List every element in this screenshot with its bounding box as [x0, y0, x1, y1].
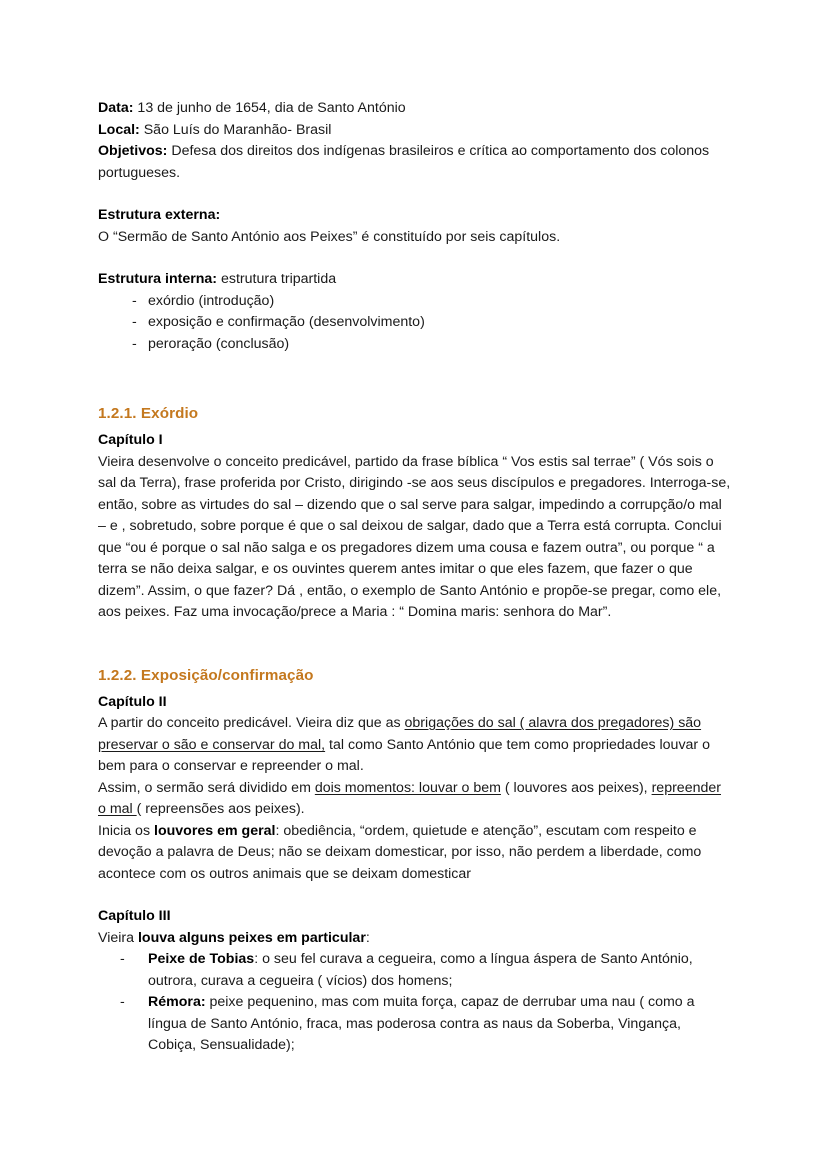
exposicao-paragraph-3: [98, 821, 732, 886]
metadata-date-value: 13 de junho de 1654, dia de Santo António: [133, 100, 406, 116]
metadata-date: [98, 98, 732, 120]
fish-name-tobias: Peixe de Tobias: [148, 951, 255, 967]
metadata-place-value: São Luís do Maranhão- Brasil: [139, 121, 332, 138]
metadata-date-label: Data:: [98, 100, 134, 116]
fish-list: [98, 949, 732, 1057]
text-fragment: Assim, o sermão será dividido em: [98, 779, 315, 796]
spacer: [98, 885, 732, 906]
text-fragment: : obediência, “ordem, quietude e atenção”, escutam com respeito e devoção a palavra de Deus; não se deixam domesticar, por isso, não perdem a liberdade, como acontece com os outros animais que se deixam domesticar: [98, 822, 702, 882]
list-item: - exposição e confirmação (desenvolvimento): [98, 312, 732, 334]
text-fragment: ( louvores aos peixes),: [500, 779, 652, 796]
chapter-label-ii: Capítulo II: [98, 693, 167, 710]
text-fragment: :: [365, 929, 370, 946]
metadata-place: [98, 120, 732, 142]
exposicao-paragraph-2: [98, 778, 732, 821]
metadata-place-label: Local:: [98, 121, 140, 138]
list-item: [98, 949, 732, 992]
chapter-label-i: Capítulo I: [98, 432, 163, 448]
underlined-repreender-o-mal: repreender o mal: [98, 779, 721, 817]
internal-structure-value: estrutura tripartida: [217, 271, 337, 287]
underlined-obrigacoes-do-sal: obrigações do sal ( alavra dos pregadores) são preservar o são e conservar do mal,: [98, 715, 702, 753]
text-fragment: Vieira: [98, 929, 138, 946]
external-structure-label-text: Estrutura externa:: [98, 207, 221, 223]
section-heading-exordio: 1.2.1. Exórdio: [98, 405, 199, 422]
section-heading-exposicao: 1.2.2. Exposição/confirmação: [98, 666, 314, 684]
spacer: [98, 624, 732, 666]
exordio-body-paragraph: Vieira desenvolve o conceito predicável, partido da frase bíblica “ Vos estis sal terrae” ( Vós sois o sal da Terra), frase proferida por Cristo, dirigindo -se aos seus discípulos e pregadores. Interroga-se, então, sobre as virtudes do sal – dizendo que o sal serve para salgar, impedindo a corrupção/o mal – e , sobretudo, sobre porque é que o sal deixou de salgar, dado que a Terra está corrupta. Conclui que “ou é porque o sal não salga e os pregadores dizem uma cousa e fazem outra”, ou porque “ a terra se não deixa salgar, e os ouvintes querem antes imitar o que eles fazem, que fazer o que dizem”. Assim, o que fazer? Dá , então, o exemplo de Santo António e propõe-se pregar, como ele, aos peixes. Faz uma invocação/prece a Maria : “ Domina maris: senhora do Mar”.: [98, 453, 731, 620]
external-structure-label: [98, 205, 732, 227]
exposicao-paragraph-1: [98, 713, 732, 778]
list-item: - peroração (conclusão): [98, 334, 732, 356]
spacer: [98, 184, 732, 205]
chapter-label-iii: Capítulo III: [98, 908, 171, 924]
bold-louvores-em-geral: louvores em geral: [154, 822, 276, 839]
metadata-objectives: [98, 141, 732, 184]
fish-description: peixe pequenino, mas com muita força, capaz de derrubar uma nau ( como a língua de Santo António, fraca, mas poderosa contra as naus da Soberba, Vingança, Cobiça, Sensualidade);: [148, 994, 695, 1053]
spacer: [98, 248, 732, 269]
spacer: [98, 355, 732, 404]
chapter-three-intro: [98, 928, 732, 950]
internal-structure-label: Estrutura interna:: [98, 271, 218, 287]
external-structure-text: O “Sermão de Santo António aos Peixes” é constituído por seis capítulos.: [98, 228, 561, 245]
text-fragment: tal como Santo António que tem como propriedades louvar o bem para o conservar e repreender o mal.: [98, 736, 710, 774]
text-fragment: ( repreensões aos peixes).: [136, 801, 305, 817]
metadata-objectives-label: Objetivos:: [98, 143, 168, 159]
bold-louva-alguns-peixes: louva alguns peixes em particular: [137, 929, 366, 946]
fish-name-remora: Rémora:: [148, 994, 206, 1010]
fish-description: : o seu fel curava a cegueira, como a língua áspera de Santo António, outrora, curava a cegueira ( vícios) dos homens;: [148, 951, 693, 989]
text-fragment: A partir do conceito predicável. Vieira diz que as: [98, 715, 405, 731]
list-item: [98, 992, 732, 1057]
underlined-dois-momentos: dois momentos: louvar o bem: [314, 779, 501, 796]
metadata-objectives-value: Defesa dos direitos dos indígenas brasileiros e crítica ao comportamento dos colonos portugueses.: [98, 143, 710, 181]
document-content: [98, 98, 732, 1057]
list-item: - exórdio (introdução): [98, 291, 732, 313]
internal-structure-list: [98, 291, 732, 356]
internal-structure-line: [98, 269, 732, 291]
text-fragment: Inicia os: [98, 822, 154, 839]
